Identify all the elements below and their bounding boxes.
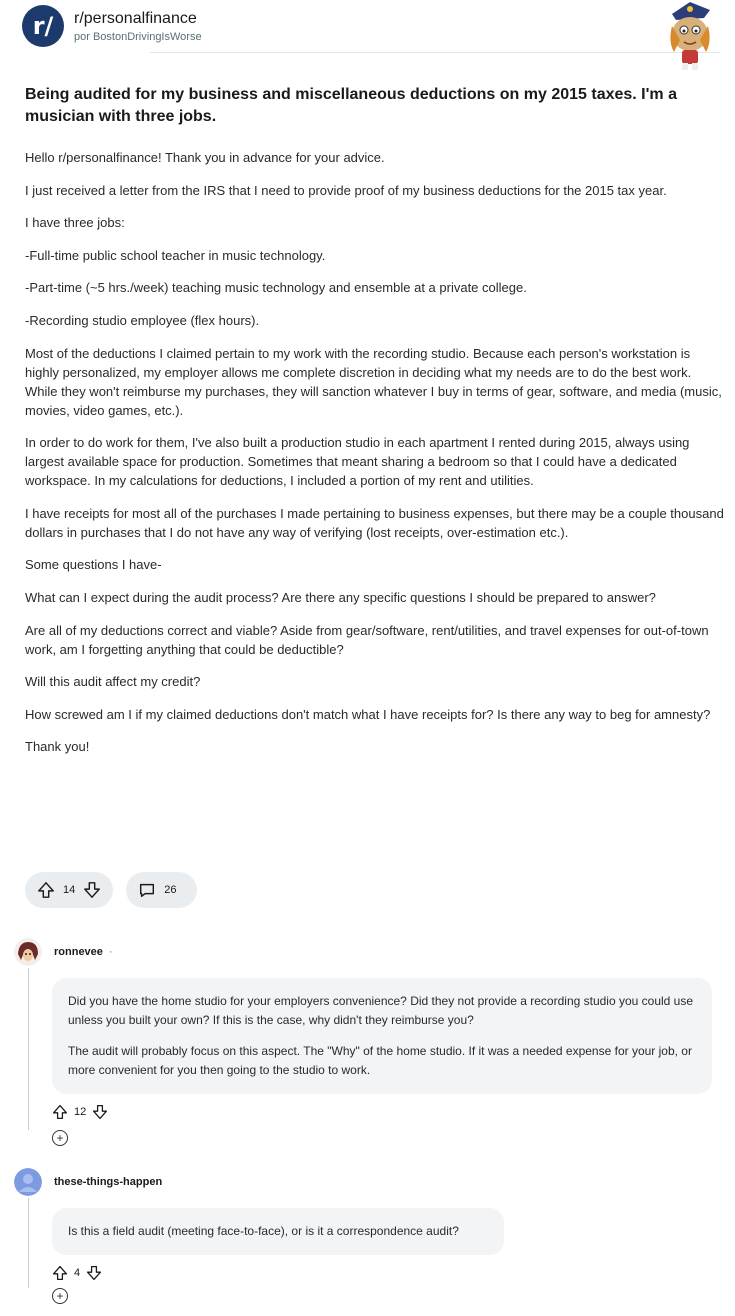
user-avatar[interactable] [14,1168,42,1196]
comment-body [52,978,712,1094]
post-paragraph: Will this audit affect my credit? [25,674,201,690]
vote-pill [25,872,113,908]
post-paragraph: -Part-time (~5 hrs./week) teaching music technology and ensemble at a private college. [25,280,527,296]
expand-thread-icon[interactable]: + [52,1288,68,1304]
post-paragraph: Some questions I have- [25,557,162,573]
post-paragraph: Are all of my deductions correct and viable? Aside from gear/software, rent/utilities, and travel expenses for out-of-town work, am I forgetting anything that could be deductible? [25,622,709,657]
comment-icon [138,881,156,899]
expand-thread-icon[interactable]: + [52,1130,68,1146]
post-paragraph: I just received a letter from the IRS that I need to provide proof of my business deductions for the 2015 tax year. [25,182,667,198]
post-author[interactable]: por BostonDrivingIsWorse [74,30,202,43]
post-paragraph: I have receipts for most all of the purchases I made pertaining to business expenses, but there may be a couple thousand dollars in purchases that I do not have any way of verifying (lost receipts, over-estimation etc.). [25,505,724,540]
post-paragraph: How screwed am I if my claimed deductions don't match what I have receipts for? Is there any way to beg for amnesty? [25,706,711,722]
mascot-avatar [664,0,716,72]
downvote-icon[interactable] [92,1104,108,1120]
post-paragraph: In order to do work for them, I've also built a production studio in each apartment I rented during 2015, always using largest available space for production. Sometimes that meant sharing a bedroom so that I could have a dedicated workspace. In my calculations for deductions, I included a portion of my rent and utilities. [25,435,690,489]
comment-paragraph: Did you have the home studio for your employers convenience? Did they not provide a recording studio you could use unless you built your own? If this is the case, why didn't they reimburse you? [68,994,694,1027]
comment-username[interactable]: ronnevee [54,946,103,958]
subreddit-name[interactable]: r/personalfinance [74,9,197,27]
upvote-icon[interactable] [52,1104,68,1120]
comment [14,1168,724,1281]
comment-score: 4 [74,1267,81,1279]
downvote-icon[interactable] [83,881,101,899]
comment-votes [52,1265,724,1281]
post-paragraph: Most of the deductions I claimed pertain to my work with the recording studio. Because each person's workstation is highly personalized, my employer allows me complete discretion in deciding what my needs are to do the best work. While they won't reimburse my purchases, they will sanction whatever I buy in terms of gear, software, and media (music, movies, video games, etc.). [25,345,722,418]
comment-score: 12 [74,1106,87,1118]
comment-header [14,1168,724,1196]
post-title[interactable]: Being audited for my business and miscellaneous deductions on my 2015 taxes. I'm a musician with three jobs. [25,86,677,125]
comment-paragraph: Is this a field audit (meeting face-to-face), or is it a correspondence audit? [68,1224,459,1238]
post-paragraph: -Recording studio employee (flex hours). [25,312,260,328]
comment-body [52,1208,504,1255]
upvote-icon[interactable] [52,1265,68,1281]
comment [14,938,724,1120]
header-divider [150,52,720,53]
user-avatar[interactable] [14,938,42,966]
post-score: 14 [63,884,76,896]
subreddit-meta [74,10,202,43]
comment-paragraph: The audit will probably focus on this aspect. The "Why" of the home studio. If it was a needed expense for your job, or more convenient for you then going to the studio to work. [68,1044,692,1077]
comment-username[interactable]: these-things-happen [54,1176,163,1188]
comments-button[interactable] [126,872,196,908]
upvote-icon[interactable] [37,881,55,899]
post-paragraph: Hello r/personalfinance! Thank you in advance for your advice. [25,150,385,165]
post-paragraph: Thank you! [25,739,90,755]
post-actions [25,872,197,908]
thread-line[interactable] [28,968,29,1130]
post-header [22,4,202,48]
comment-count: 26 [164,884,177,896]
post-paragraph: -Full-time public school teacher in music technology. [25,247,326,263]
post-paragraph: What can I expect during the audit process? Are there any specific questions I should be prepared to answer? [25,589,656,605]
subreddit-icon[interactable]: r/ [22,5,64,47]
post-body [25,148,727,770]
downvote-icon[interactable] [86,1265,102,1281]
comment-header [14,938,724,966]
thread-line[interactable] [28,1198,29,1288]
post-paragraph: I have three jobs: [25,215,125,231]
meta-separator: · [108,946,113,958]
comment-votes [52,1104,724,1120]
